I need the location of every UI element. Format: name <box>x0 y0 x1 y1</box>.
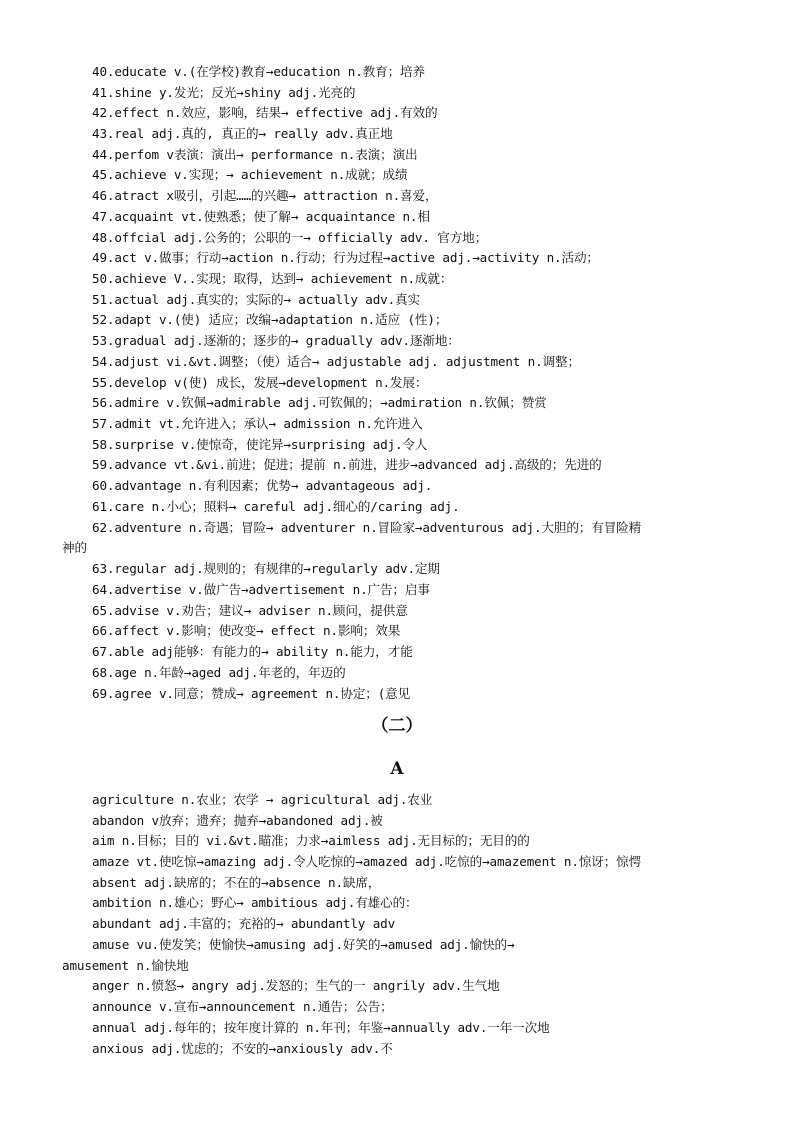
vocab-entry: 61.care n.小心；照料→ careful adj.细心的/caring adj. <box>92 499 460 514</box>
vocab-entry: amuse vu.使发笑；使愉快→amusing adj.好笑的→amused adj.愉快的→ <box>92 937 515 952</box>
vocab-entry: 51.actual adj.真实的；实际的→ actually adv.真实 <box>92 292 420 307</box>
vocab-entry: 60.advantage n.有利因素；优势→ advantageous adj. <box>92 478 433 493</box>
vocab-entry: annual adj.每年的；按年度计算的 n.年刊；年鉴→annually adv.一年一次地 <box>92 1020 550 1035</box>
vocab-entry: 58.surprise v.使惊奇，使诧异→surprising adj.令人 <box>92 437 428 452</box>
vocab-entry: 45.achieve v.实现；→ achievement n.成就；成绩 <box>92 167 408 182</box>
vocab-entry: 49.act v.做事；行动→action n.行动；行为过程→active adj.→activity n.活动； <box>92 250 599 265</box>
vocab-entry: 42.effect n.效应，影响，结果→ effective adj.有效的 <box>92 105 438 120</box>
vocab-entry: 53.gradual adj.逐渐的；逐步的→ gradually adv.逐渐地： <box>92 333 460 348</box>
vocab-entry: 59.advance vt.&vi.前进；促进；提前 n.前进，进步→advanced adj.高级的；先进的 <box>92 457 602 472</box>
vocab-entry: 50.achieve V..实现；取得，达到→ achievement n.成就： <box>92 271 453 286</box>
vocab-entry: 68.age n.年龄→aged adj.年老的，年迈的 <box>92 665 346 680</box>
vocab-entry: anxious adj.忧虑的；不安的→anxiously adv.不 <box>92 1041 393 1056</box>
vocab-entry: 52.adapt v.(使) 适应；改编→adaptation n.适应 (性)； <box>92 312 448 327</box>
vocab-entry: abundant adj.丰富的；充裕的→ abundantly adv <box>92 916 396 931</box>
vocab-entry: 48.offcial adj.公务的；公职的一→ officially adv. 官方地； <box>92 230 488 245</box>
vocab-entry: 41.shine y.发光；反光→shiny adj.光亮的 <box>92 85 356 100</box>
vocab-entry: abandon v放弃；遗弃；抛弃→abandoned adj.被 <box>92 813 383 828</box>
vocab-entry: 67.able adj能够：有能力的→ ability n.能力，才能 <box>92 644 413 659</box>
vocab-entry: 47.acquaint vt.使熟悉；使了解→ acquaintance n.相 <box>92 209 430 224</box>
vocab-entry: ambition n.雄心；野心→ ambitious adj.有雄心的： <box>92 895 418 910</box>
section-title: （二） <box>371 716 423 736</box>
vocab-entry: 43.real adj.真的, 真正的→ really adv.真正地 <box>92 126 393 141</box>
vocab-entry: absent adj.缺席的；不在的→absence n.缺席， <box>92 875 381 890</box>
vocab-entry: amaze vt.使吃惊→amazing adj.令人吃惊的→amazed adj.吃惊的→amazement n.惊讶；惊愕 <box>92 854 642 869</box>
letter-heading: A <box>390 759 404 779</box>
vocab-entry: anger n.愤怒→ angry adj.发怒的；生气的一 angrily adv.生气地 <box>92 978 500 993</box>
vocab-entry: 54.adjust vi.&vt.调整；（使）适合→ adjustable adj. adjustment n.调整； <box>92 354 580 369</box>
vocab-entry: 69.agree v.同意；赞成→ agreement n.协定；(意见 <box>92 686 411 701</box>
vocab-entry: aim n.目标；目的 vi.&vt.瞄准；力求→aimless adj.无目标的；无目的的 <box>92 833 530 848</box>
vocab-entry: 56.admire v.钦佩→admirable adj.可钦佩的；→admiration n.钦佩；赞赏 <box>92 395 547 410</box>
vocab-entry: 66.affect v.影响；使改变→ effect n.影响；效果 <box>92 623 401 638</box>
vocab-entry: 46.atract x吸引，引起……的兴趣→ attraction n.喜爱， <box>92 188 438 203</box>
vocab-entry: 65.advise v.劝告；建议→ adviser n.顾问，提供意 <box>92 603 408 618</box>
vocab-entry-continuation: amusement n.愉快地 <box>62 958 189 973</box>
vocab-entry: 44.perfom v表演：演出→ performance n.表演；演出 <box>92 147 418 162</box>
vocab-entry: 40.educate v.(在学校)教育→education n.教育；培养 <box>92 64 425 79</box>
vocab-entry: 57.admit vt.允许进入；承认→ admission n.允许进入 <box>92 416 423 431</box>
vocab-entry: agriculture n.农业；农学 → agricultural adj.农业 <box>92 792 433 807</box>
vocab-entry: 55.develop v(使) 成长，发展→development n.发展： <box>92 375 428 390</box>
vocab-entry: 63.regular adj.规则的；有规律的→regularly adv.定期 <box>92 561 440 576</box>
vocab-entry-continuation: 神的 <box>62 540 87 555</box>
vocab-entry: announce v.宣布→announcement n.通告；公告； <box>92 999 393 1014</box>
vocab-entry: 62.adventure n.奇遇；冒险→ adventurer n.冒险家→adventurous adj.大胆的；有冒险精 <box>92 520 642 535</box>
vocab-entry: 64.advertise v.做广告→advertisement n.广告；启事 <box>92 582 430 597</box>
